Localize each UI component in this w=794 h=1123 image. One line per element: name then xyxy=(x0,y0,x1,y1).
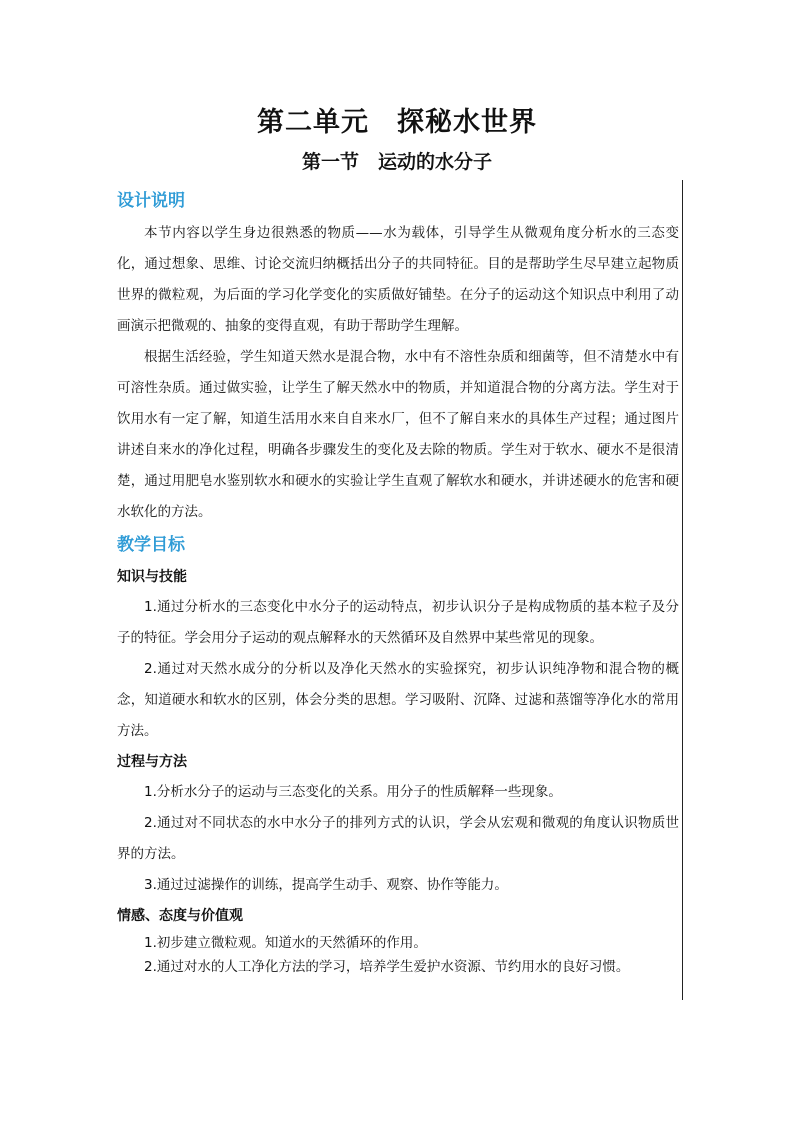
margin-rule xyxy=(682,180,683,1000)
emotion-item: 1.初步建立微粒观。知道水的天然循环的作用。 xyxy=(144,935,427,951)
process-item: 2.通过对不同状态的水中水分子的排列方式的认识，学会从宏观和微观的角度认识物质世界的方法。 xyxy=(117,815,679,862)
page-title: 第二单元 探秘水世界 xyxy=(257,107,537,138)
process-heading: 过程与方法 xyxy=(117,754,187,770)
knowledge-item: 2.通过对天然水成分的分析以及净化天然水的实验探究，初步认识纯净物和混合物的概念，知道硬水和软水的区别，体会分类的思想。学习吸附、沉降、过滤和蒸馏等净化水的常用方法。 xyxy=(117,661,679,739)
section-title: 第一节 运动的水分子 xyxy=(301,151,492,173)
knowledge-heading: 知识与技能 xyxy=(117,569,187,585)
content-body xyxy=(117,186,679,979)
process-item: 1.分析水分子的运动与三态变化的关系。用分子的性质解释一些现象。 xyxy=(144,784,562,800)
design-heading: 设计说明 xyxy=(117,191,185,211)
design-paragraph: 根据生活经验，学生知道天然水是混合物，水中有不溶性杂质和细菌等，但不清楚水中有可溶性杂质。通过做实验，让学生了解天然水中的物质，并知道混合物的分离方法。学生对于饮用水有一定了解，知道生活用水来自自来水厂，但不了解自来水的具体生产过程；通过图片讲述自来水的净化过程，明确各步骤发生的变化及去除的物质。学生对于软水、硬水不是很清楚，通过用肥皂水鉴别软水和硬水的实验让学生直观了解软水和硬水，并讲述硬水的危害和硬水软化的方法。 xyxy=(117,349,679,520)
emotion-item: 2.通过对水的人工净化方法的学习，培养学生爱护水资源、节约用水的良好习惯。 xyxy=(144,959,630,975)
knowledge-item: 1.通过分析水的三态变化中水分子的运动特点，初步认识分子是构成物质的基本粒子及分子的特征。学会用分子运动的观点解释水的天然循环及自然界中某些常见的现象。 xyxy=(117,599,679,646)
emotion-heading: 情感、态度与价值观 xyxy=(117,908,243,924)
process-item: 3.通过过滤操作的训练，提高学生动手、观察、协作等能力。 xyxy=(144,877,508,893)
goals-heading: 教学目标 xyxy=(117,535,185,555)
design-paragraph: 本节内容以学生身边很熟悉的物质——水为载体，引导学生从微观角度分析水的三态变化，通过想象、思维、讨论交流归纳概括出分子的共同特征。目的是帮助学生尽早建立起物质世界的微粒观，为后面的学习化学变化的实质做好铺垫。在分子的运动这个知识点中利用了动画演示把微观的、抽象的变得直观，有助于帮助学生理解。 xyxy=(117,225,679,334)
